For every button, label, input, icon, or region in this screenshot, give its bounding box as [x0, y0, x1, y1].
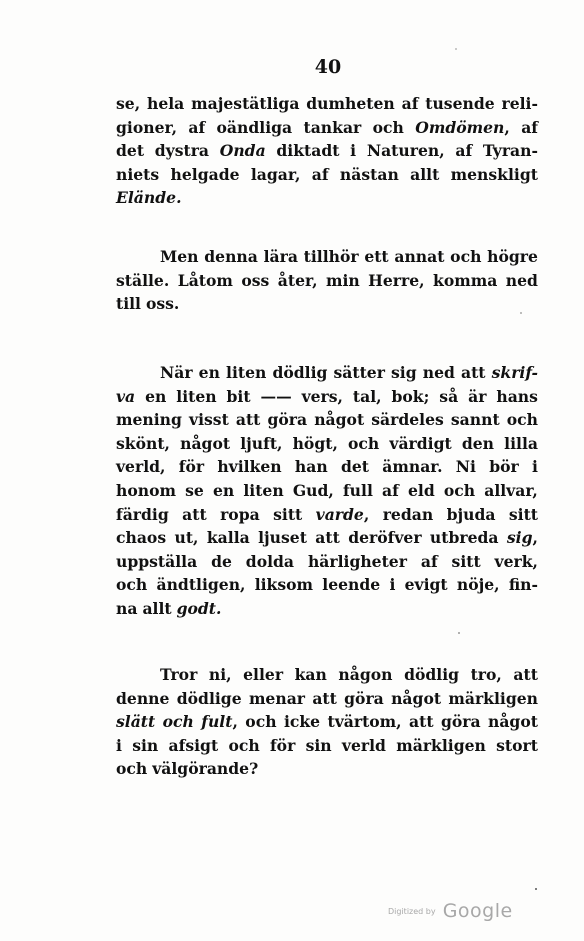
word: allt [142, 598, 172, 618]
word: tusende [425, 94, 495, 113]
word: och [348, 433, 380, 453]
word: se, [116, 94, 141, 113]
word: hela [146, 94, 185, 113]
word: reli- [501, 94, 538, 113]
italic-text: Onda [219, 141, 266, 161]
word: Men [160, 247, 199, 266]
word: dödlig [404, 665, 460, 684]
word: och [228, 735, 260, 755]
word: af [311, 164, 329, 184]
print-speck [520, 312, 522, 314]
word: ni, [208, 665, 232, 684]
word: af [420, 551, 438, 571]
word: något [391, 688, 442, 708]
word: kan [294, 665, 327, 684]
word: något [314, 410, 365, 430]
word: honom [116, 480, 176, 500]
text-line [116, 550, 538, 574]
word: uppställa [116, 551, 198, 571]
text-line [116, 116, 538, 140]
word: han [294, 457, 328, 477]
word: sannt [450, 410, 500, 430]
word: kalla [206, 528, 250, 548]
paragraph-1 [116, 92, 538, 210]
word: värdigt [389, 433, 452, 453]
word: oss. [145, 294, 180, 314]
text-line [116, 245, 538, 269]
word [116, 385, 135, 409]
word: i [350, 141, 357, 161]
text-line [116, 597, 538, 621]
word: Gud, [292, 480, 334, 500]
word: af [401, 94, 419, 113]
word: tro, [470, 665, 502, 684]
word: ropa [220, 504, 260, 524]
word: utbreda [429, 528, 499, 548]
word: till [116, 294, 141, 314]
word: göra [344, 688, 384, 708]
word: afsigt [168, 735, 219, 755]
text-line [116, 186, 538, 210]
google-watermark [388, 900, 513, 922]
word: sig [391, 363, 417, 382]
word: Låtom [177, 270, 233, 290]
word: att [182, 504, 207, 524]
text-line [116, 361, 538, 385]
word: eld [407, 480, 435, 500]
word: så [439, 386, 459, 406]
text-line [116, 503, 538, 527]
word: eller [243, 665, 284, 684]
word: något [180, 433, 231, 453]
text-line [116, 269, 538, 293]
text-line [116, 432, 538, 456]
word: märkligen [448, 688, 538, 708]
italic-text: sig [506, 528, 533, 548]
word: af [455, 141, 473, 161]
word: deröfver [348, 528, 422, 548]
word: dystra [154, 141, 210, 161]
italic-text: fult [201, 712, 233, 732]
word: hans [496, 386, 538, 406]
word [220, 139, 266, 163]
word: det [116, 141, 145, 161]
word: oändliga [216, 117, 293, 137]
word: diktadt [276, 141, 340, 161]
word: lära [263, 247, 298, 266]
word: full [342, 480, 373, 500]
word: lagar, [250, 164, 301, 184]
word: Omdömen, [415, 117, 510, 137]
text-line [116, 139, 538, 163]
word: sitt [451, 551, 481, 571]
italic-text: Elände. [116, 188, 182, 208]
word: dödlige [176, 688, 242, 708]
word: När [160, 363, 193, 382]
text-line [116, 163, 538, 187]
word: sin [305, 735, 332, 755]
word: och [245, 712, 277, 732]
word: välgörande? [152, 759, 259, 779]
word: bjuda [446, 504, 496, 524]
word [177, 597, 222, 621]
italic-text: va [116, 386, 136, 406]
paragraph-2 [116, 245, 538, 316]
word: hvilken [217, 457, 282, 477]
word: det [340, 457, 369, 477]
print-speck [458, 632, 460, 634]
word [116, 186, 182, 210]
word: tal, [352, 386, 382, 406]
word: na [116, 598, 138, 618]
word: verld [341, 735, 386, 755]
text-line [116, 455, 538, 479]
word: af [521, 117, 538, 137]
word: —— [260, 386, 292, 406]
word: en [198, 363, 220, 382]
word: och [372, 117, 404, 137]
text-line [116, 710, 538, 734]
text-line [116, 92, 538, 116]
print-speck [455, 48, 457, 50]
word: liten [176, 386, 217, 406]
word [492, 361, 538, 385]
word: varde, [315, 504, 370, 524]
word: för [178, 457, 205, 477]
word: göra [267, 410, 308, 430]
word: dumheten [306, 94, 395, 113]
word: stort [496, 735, 538, 755]
italic-text: skrif- [491, 363, 538, 382]
word: är [468, 386, 487, 406]
word: oss [241, 270, 270, 290]
text-line [116, 292, 538, 316]
paragraph-3 [116, 361, 538, 621]
word: att [461, 363, 486, 382]
watermark-brand: Google [442, 900, 513, 922]
word: göra [440, 712, 481, 732]
word: ned [505, 270, 538, 290]
word: färdig [116, 504, 169, 524]
word: och [116, 575, 148, 595]
word: sig, [506, 528, 538, 548]
text-line [116, 687, 538, 711]
word: den [461, 433, 495, 453]
word: visst [189, 410, 229, 430]
word: bok; [391, 386, 430, 406]
word: mening [116, 410, 182, 430]
word: icke [283, 712, 321, 732]
word: leende [322, 575, 381, 595]
word: i [389, 575, 396, 595]
word: bör [489, 457, 519, 477]
word: af [382, 480, 399, 500]
word: verk, [494, 551, 538, 571]
word: menskligt [450, 164, 538, 184]
paragraph-4 [116, 663, 538, 781]
word: de [211, 551, 232, 571]
word: och [443, 480, 476, 500]
word: Tror [160, 665, 198, 684]
word: tillhör [303, 247, 359, 266]
word: evigt [404, 575, 448, 595]
word: liten [243, 480, 284, 500]
word: att [235, 410, 261, 430]
word: verld, [116, 457, 166, 477]
word: något [487, 712, 538, 732]
word: menar [248, 688, 306, 708]
word: högre [487, 247, 538, 266]
word: denna [204, 247, 258, 266]
word: min [325, 270, 360, 290]
italic-text: godt. [176, 598, 222, 618]
word: härligheter [307, 551, 407, 571]
word: att [409, 712, 434, 732]
word: ljuset [258, 528, 307, 548]
text-line [116, 663, 538, 687]
word: i [116, 735, 122, 755]
word: ett [364, 247, 389, 266]
word: fin- [508, 575, 538, 595]
word: sitt [508, 504, 538, 524]
word: sin [132, 735, 159, 755]
word: Naturen, [366, 141, 445, 161]
word: niets [116, 164, 160, 184]
word: sätter [333, 363, 385, 382]
italic-text: och [162, 712, 194, 732]
word: tvärtom, [327, 712, 402, 732]
word: att [312, 688, 337, 708]
word: dödlig [272, 363, 328, 382]
word: majestätliga [191, 94, 300, 113]
word: åter, [277, 270, 318, 290]
word: gioner, [116, 117, 177, 137]
word: allt [410, 164, 440, 184]
text-line [116, 479, 538, 503]
word: helgade [170, 164, 240, 184]
text-line [116, 385, 538, 409]
print-speck [535, 888, 537, 890]
word: och [116, 759, 148, 779]
word: fult, [201, 712, 238, 732]
page-number: 40 [314, 56, 342, 78]
watermark-prefix: Digitized by [388, 907, 436, 916]
word: liten [226, 363, 267, 382]
word: någon [338, 665, 393, 684]
word: se [185, 480, 204, 500]
word: ändtligen, [156, 575, 246, 595]
word: en [212, 480, 235, 500]
word: dolda [245, 551, 295, 571]
word: komma [433, 270, 498, 290]
word: ämnar. [382, 457, 443, 477]
word: Tyran- [482, 141, 538, 161]
word: ned [422, 363, 455, 382]
word: att [315, 528, 340, 548]
text-line [116, 526, 538, 550]
word: skönt, [116, 433, 170, 453]
word: nöje, [456, 575, 500, 595]
word: nästan [339, 164, 399, 184]
word: lilla [504, 433, 538, 453]
word: af [188, 117, 206, 137]
word: i [532, 457, 538, 477]
word: tankar [303, 117, 362, 137]
word: liksom [254, 575, 314, 595]
word: för [269, 735, 296, 755]
word [116, 710, 155, 734]
word: att [513, 665, 538, 684]
text-line [116, 408, 538, 432]
italic-text: varde [315, 504, 364, 524]
word: märkligen [396, 735, 486, 755]
text-line [116, 734, 538, 758]
word: allvar, [484, 480, 538, 500]
word [163, 710, 194, 734]
text-line [116, 757, 538, 781]
word: ljuft, [240, 433, 283, 453]
word: Herre, [368, 270, 425, 290]
word: vers, [301, 386, 343, 406]
word: bit [226, 386, 251, 406]
word: chaos [116, 528, 167, 548]
italic-text: slätt [116, 712, 156, 732]
italic-text: Omdömen [415, 117, 505, 137]
word: särdeles [371, 410, 444, 430]
word: denne [116, 688, 170, 708]
word: Ni [455, 457, 476, 477]
word: redan [382, 504, 434, 524]
text-line [116, 573, 538, 597]
word: en [145, 386, 167, 406]
word: och [506, 410, 538, 430]
word: annat [394, 247, 445, 266]
word: ut, [174, 528, 199, 548]
word: och [450, 247, 482, 266]
word: sitt [273, 504, 303, 524]
word: högt, [292, 433, 338, 453]
word: ställe. [116, 270, 170, 290]
